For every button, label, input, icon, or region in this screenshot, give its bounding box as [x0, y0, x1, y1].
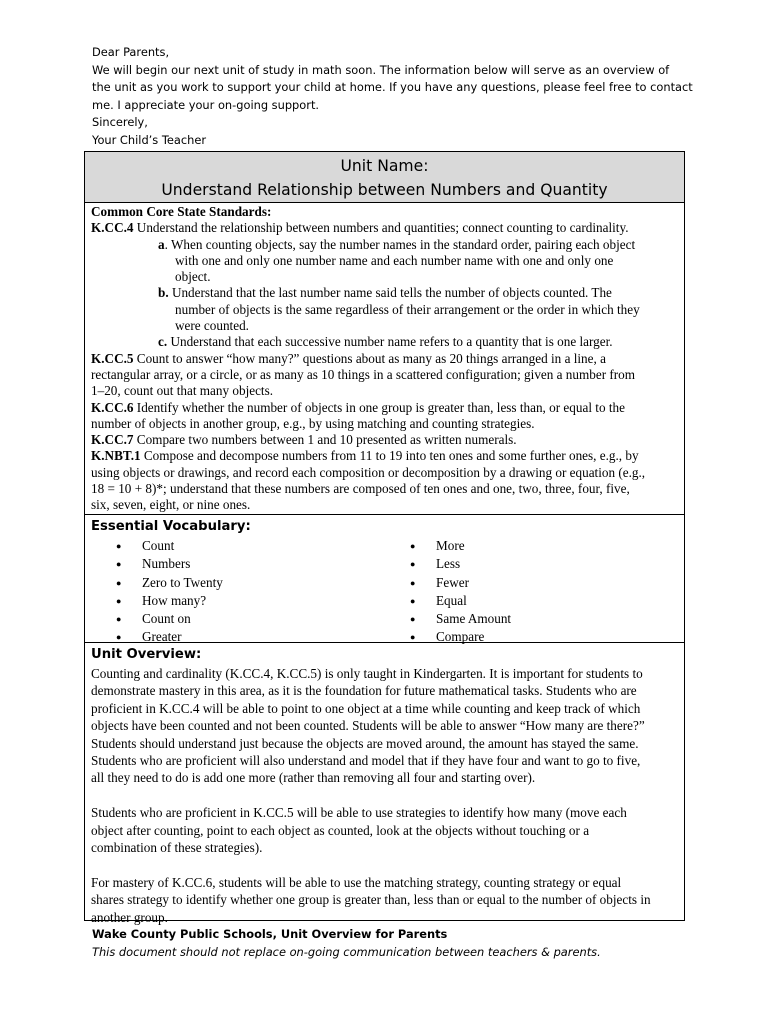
bullet-icon: ● — [116, 632, 122, 643]
standard-code: K.CC.7 — [91, 432, 134, 448]
standard-kcc6-line: number of objects in another group, e.g., by using matching and counting strategies. — [91, 415, 535, 431]
bullet-icon: ● — [410, 559, 416, 570]
vocabulary-list-left — [116, 537, 223, 647]
vocabulary-item: ● Equal — [410, 592, 511, 610]
standard-knbt1: K.NBT.1 Compose and decompose numbers from 11 to 19 into ten ones and some further ones, e.g., by — [91, 448, 639, 464]
bullet-icon: ● — [116, 614, 122, 625]
parent-letter — [92, 44, 692, 150]
standard-code: K.CC.4 — [91, 220, 134, 236]
footer-note: This document should not replace on-going communication between teachers & parents. — [92, 945, 601, 959]
standard-code: K.CC.5 — [91, 350, 134, 366]
unit-overview-section — [85, 643, 684, 925]
standard-kcc5-line: 1–20, count out that many objects. — [91, 383, 274, 399]
standard-code: K.NBT.1 — [91, 448, 141, 464]
standard-kcc6: K.CC.6 Identify whether the number of objects in one group is greater than, less than, or equal to the — [91, 399, 625, 415]
letter-line: We will begin our next unit of study in math soon. The information below will serve as an overview of — [92, 62, 670, 77]
page-footer — [92, 925, 601, 961]
standard-kcc4-a-line: with one and only one number name and each number name with one and only one — [175, 252, 614, 268]
bullet-icon: ● — [410, 577, 416, 588]
standard-kcc4-c: c. Understand that each successive number name refers to a quantity that is one larger. — [158, 334, 613, 350]
vocabulary-heading: Essential Vocabulary: — [91, 519, 251, 534]
vocabulary-item: ● Compare — [410, 628, 511, 646]
bullet-icon: ● — [410, 614, 416, 625]
vocabulary-item: ● Greater — [116, 628, 223, 646]
bullet-icon: ● — [410, 595, 416, 606]
footer-organization: Wake County Public Schools, Unit Overview for Parents — [92, 927, 448, 941]
vocabulary-list-right — [410, 537, 511, 647]
overview-paragraph: Students who are proficient in K.CC.5 will be able to use strategies to identify how many (move each object after counting, point to each object as counted, look at the objects without touching or a combination of these strategies). — [91, 805, 627, 856]
letter-salutation: Dear Parents, — [92, 45, 170, 59]
standard-knbt1-line: using objects or drawings, and record each composition or decomposition by a drawing or equation (e.g., — [91, 464, 646, 480]
vocabulary-item: ● How many? — [116, 592, 223, 610]
bullet-icon: ● — [410, 541, 416, 551]
standard-kcc4-a: a. When counting objects, say the number names in the standard order, pairing each object — [158, 236, 636, 252]
vocabulary-item: ● Zero to Twenty — [116, 574, 223, 592]
vocabulary-section — [85, 515, 684, 643]
vocabulary-item: ● More — [410, 537, 511, 555]
vocabulary-item: ● Count — [116, 537, 223, 555]
vocabulary-item: ● Less — [410, 555, 511, 573]
letter-line: me. I appreciate your on-going support. — [92, 97, 320, 112]
standard-kcc7: K.CC.7 Compare two numbers between 1 and 10 presented as written numerals. — [91, 432, 517, 448]
letter-signature: Your Child’s Teacher — [92, 132, 207, 147]
vocabulary-item: ● Count on — [116, 610, 223, 628]
vocabulary-item: ● Fewer — [410, 574, 511, 592]
standard-code: K.CC.6 — [91, 399, 134, 415]
standard-kcc4: K.CC.4 Understand the relationship between numbers and quantities; connect counting to cardinality. — [91, 220, 629, 236]
standard-knbt1-line: 18 = 10 + 8)*; understand that these numbers are composed of ten ones and one, two, three, four, five, — [91, 481, 630, 497]
standard-kcc4-a-line: object. — [175, 269, 211, 285]
standard-kcc5-line: rectangular array, or a circle, or as many as 10 things in a scattered configuration; given a number from — [91, 366, 636, 382]
unit-name-label: Unit Name: — [340, 157, 429, 175]
standards-heading: Common Core State Standards: — [91, 204, 272, 219]
bullet-icon: ● — [116, 559, 122, 570]
standard-knbt1-line: six, seven, eight, or nine ones. — [91, 497, 251, 513]
bullet-icon: ● — [410, 632, 416, 643]
letter-closing: Sincerely, — [92, 115, 148, 130]
standard-kcc4-b: b. Understand that the last number name said tells the number of objects counted. The — [158, 285, 612, 301]
bullet-icon: ● — [116, 541, 122, 551]
bullet-icon: ● — [116, 577, 122, 588]
letter-line: the unit as you work to support your child at home. If you have any questions, please feel free to contact — [92, 80, 693, 95]
standard-kcc4-b-line: number of objects is the same regardless of their arrangement or the order in which they — [175, 301, 640, 317]
overview-paragraph: For mastery of K.CC.6, students will be able to use the matching strategy, counting strategy or equal shares strategy to identify whether one group is greater than, less than or equal to the number of objects in another group. — [91, 874, 651, 925]
vocabulary-item: ● Numbers — [116, 555, 223, 573]
overview-paragraph: Counting and cardinality (K.CC.4, K.CC.5) is only taught in Kindergarten. It is important for students to demonstrate mastery in this area, as it is the foundation for future mathematical tasks. Students who are proficient in K.CC.4 will be able to point to one object at a time while counting and keep track of which objects have been counted and not been counted. Students will be able to answer “How many are there?” Students should understand just because the objects are moved around, the amount has stayed the same. Students who are proficient will also understand and model that if they have four and want to go to five, all they need to do is add one more (rather than removing all four and starting over). — [91, 666, 645, 786]
unit-name-title: Understand Relationship between Numbers and Quantity — [161, 181, 608, 199]
standard-kcc5: K.CC.5 Count to answer “how many?” questions about as many as 20 things arranged in a line, a — [91, 350, 606, 366]
overview-heading: Unit Overview: — [91, 647, 202, 662]
unit-overview-table — [84, 151, 685, 925]
standard-kcc4-b-line: were counted. — [175, 318, 249, 334]
vocabulary-item: ● Same Amount — [410, 610, 511, 628]
unit-name-section — [85, 152, 684, 203]
bullet-icon: ● — [116, 595, 122, 606]
standards-section — [85, 203, 684, 515]
